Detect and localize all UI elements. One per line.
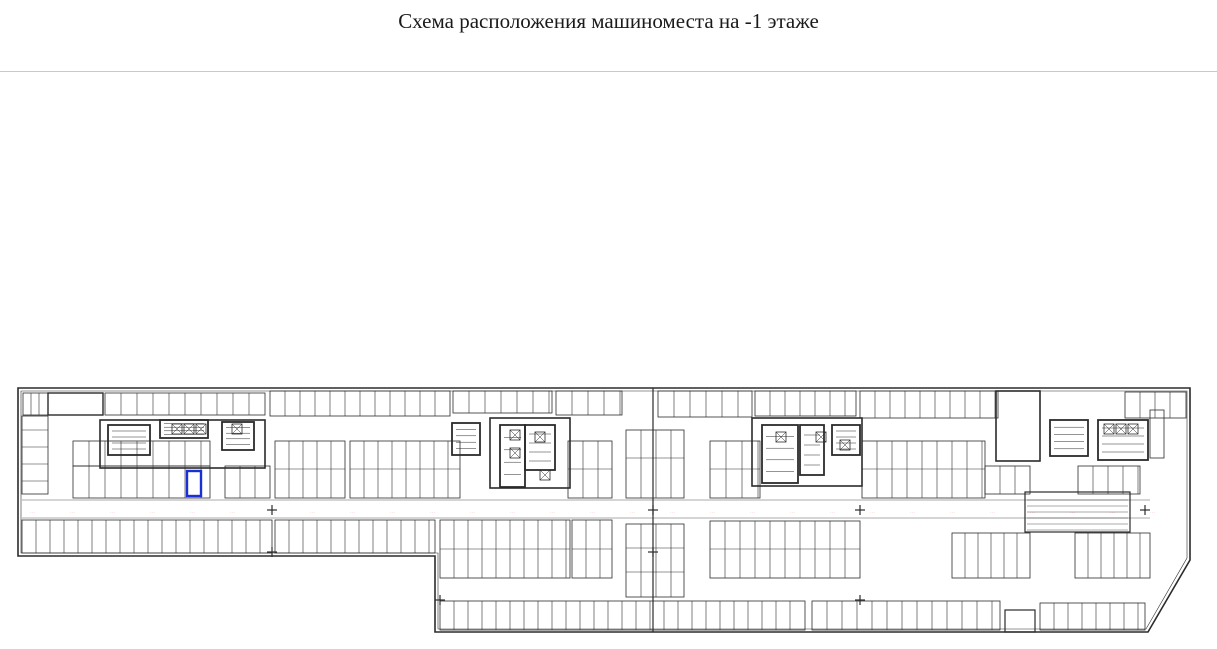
aisle-dimension-mark: . . . xyxy=(110,510,115,514)
aisle-dimension-mark: . . . xyxy=(990,510,995,514)
aisle-dimension-mark: . . . xyxy=(950,510,955,514)
parking-row-lower xyxy=(275,520,435,553)
parking-row-middle xyxy=(350,441,460,498)
parking-row-top xyxy=(556,391,622,415)
aisle-dimension-mark: . . . xyxy=(830,510,835,514)
aisle-dimension-mark: . . . xyxy=(1070,510,1075,514)
aisle-dimension-mark: . . . xyxy=(750,510,755,514)
aisle-dimension-mark: . . . xyxy=(510,510,515,514)
parking-row-lower xyxy=(1075,533,1150,578)
aisle-dimension-mark: . . . xyxy=(350,510,355,514)
aisle-dimension-mark: . . . xyxy=(270,510,275,514)
stair-lift-core xyxy=(800,425,824,475)
parking-column-left xyxy=(22,416,48,494)
stair-core xyxy=(48,393,103,415)
parking-row-lower xyxy=(22,520,272,553)
aisle-dimension-mark: . . . xyxy=(390,510,395,514)
stair-lift-core xyxy=(1050,420,1088,456)
aisle-dimension-mark: . . . xyxy=(1110,510,1115,514)
parking-row-top xyxy=(23,393,48,415)
stair-lift-core xyxy=(108,425,150,455)
aisle-dimension-mark: . . . xyxy=(470,510,475,514)
aisle-dimension-mark: . . . xyxy=(230,510,235,514)
page-title: Схема расположения машиноместа на -1 этаже xyxy=(398,9,819,33)
aisle-dimension-mark: . . . xyxy=(550,510,555,514)
parking-row-top xyxy=(1125,392,1186,418)
aisle-dimension-mark: . . . xyxy=(630,510,635,514)
aisle-dimension-mark: . . . xyxy=(910,510,915,514)
selected-parking-space[interactable] xyxy=(187,471,201,496)
aisle-dimension-mark: . . . xyxy=(670,510,675,514)
aisle-dimension-mark: . . . xyxy=(190,510,195,514)
aisle-dimension-mark: . . . xyxy=(310,510,315,514)
aisle-dimension-mark: . . . xyxy=(870,510,875,514)
core-block-center xyxy=(490,418,570,488)
stair-lift-core xyxy=(500,425,525,487)
plan-drawing xyxy=(18,388,1190,632)
service-room xyxy=(1150,410,1164,458)
aisle-dimension-mark: . . . xyxy=(790,510,795,514)
parking-row-middle xyxy=(225,466,270,498)
aisle-dimension-mark: . . . xyxy=(30,510,35,514)
parking-row-middle xyxy=(626,430,684,498)
aisle-dimension-mark: . . . xyxy=(70,510,75,514)
parking-row-middle xyxy=(73,441,210,466)
parking-row-bottom xyxy=(812,601,1000,630)
technical-room xyxy=(996,391,1040,461)
stair-lift-core xyxy=(452,423,480,455)
parking-row-top xyxy=(453,391,552,413)
stair-lift-core xyxy=(762,425,798,483)
parking-row-lower xyxy=(626,524,684,597)
parking-row-middle xyxy=(568,441,612,498)
aisle-dimension-mark: . . . xyxy=(710,510,715,514)
parking-row-middle xyxy=(985,466,1030,494)
parking-row-bottom xyxy=(1040,603,1145,630)
parking-row-middle xyxy=(1078,466,1140,494)
parking-row-middle xyxy=(275,441,345,498)
aisle-dimension-mark: . . . xyxy=(150,510,155,514)
aisle-dimension-mark: . . . xyxy=(430,510,435,514)
aisle-dimension-mark: . . . xyxy=(590,510,595,514)
stair-lift-core xyxy=(222,422,254,450)
parking-row-middle xyxy=(862,441,985,498)
aisle-dimension-mark: . . . xyxy=(1030,510,1035,514)
parking-row-bottom xyxy=(440,601,805,630)
parking-row-top xyxy=(860,391,998,418)
stair-lift-core xyxy=(1098,420,1148,460)
aisle-dimension-mark: . . . xyxy=(1150,510,1155,514)
